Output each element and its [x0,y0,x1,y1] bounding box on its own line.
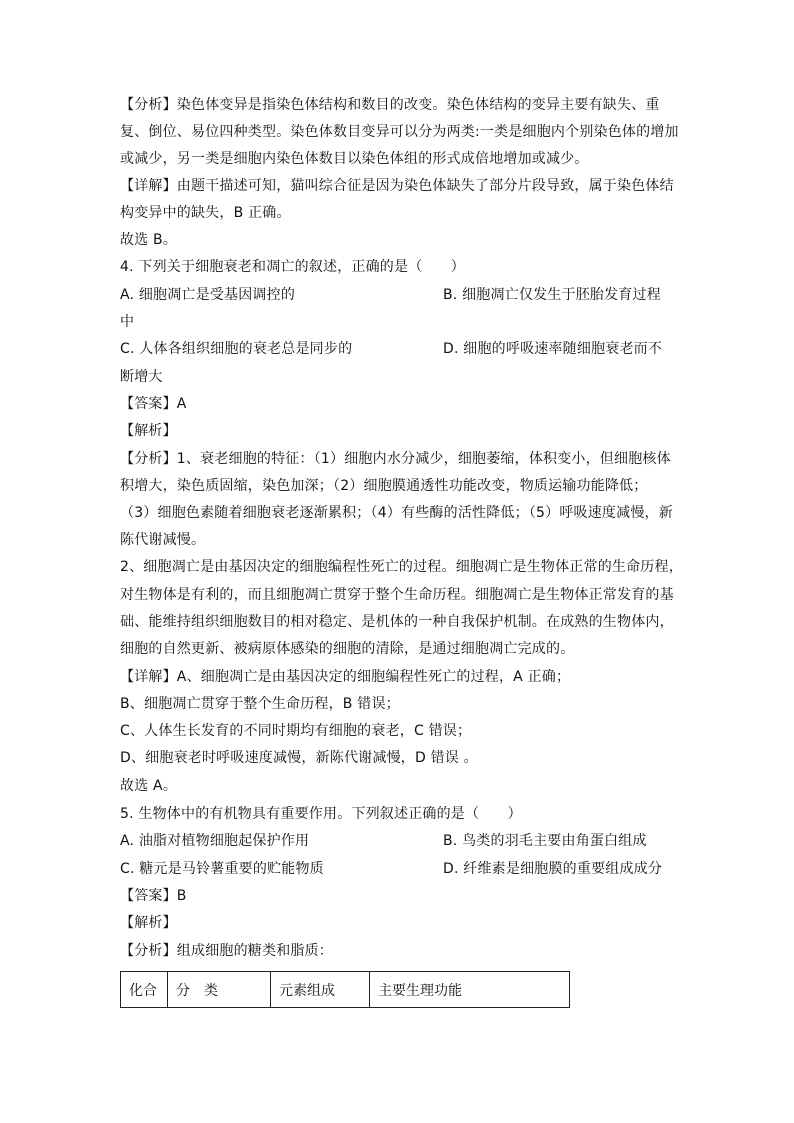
q5-explain-head: 【解析】 [120,915,177,931]
q3-conclusion: 故选 B。 [120,232,178,248]
table-header-cell: 主要生理功能 [370,972,570,1008]
q5-answer: 【答案】B [120,888,187,904]
table-header-row [121,972,570,1008]
q4-option-a: A. 细胞凋亡是受基因调控的 [120,287,296,303]
q3-detail-line-2: 构变异中的缺失，B 正确。 [120,205,291,221]
q4-analysis-line-1: 【分析】1、衰老细胞的特征：（1）细胞内水分减少，细胞萎缩，体积变小，但细胞核体 [120,451,671,467]
q3-analysis-line-3: 或减少，另一类是细胞内染色体数目以染色体组的形式成倍地增加或减少。 [120,151,589,167]
q4-answer: 【答案】A [120,396,187,412]
q3-analysis-line-2: 复、倒位、易位四种类型。染色体数目变异可以分为两类:一类是细胞内个别染色体的增加 [120,124,679,140]
q5-option-b: B. 鸟类的羽毛主要由角蛋白组成 [443,833,647,849]
q3-analysis-line-1: 【分析】染色体变异是指染色体结构和数目的改变。染色体结构的变异主要有缺失、重 [120,97,660,113]
q4-detail-line-3: C、人体生长发育的不同时期均有细胞的衰老，C 错误； [120,723,472,739]
q4-explain-head: 【解析】 [120,423,177,439]
q4-detail-line-4: D、细胞衰老时呼吸速度减慢，新陈代谢减慢，D 错误 。 [120,750,478,766]
q5-stem: 5. 生物体中的有机物具有重要作用。下列叙述正确的是（ ） [120,806,522,822]
q4-analysis-line-7: 础、能维持组织细胞数目的相对稳定、是机体的一种自我保护机制。在成熟的生物体内， [120,614,674,630]
q4-detail-line-1: 【详解】A、细胞凋亡是由基因决定的细胞编程性死亡的过程，A 正确； [120,669,571,685]
table-header-cell: 元素组成 [271,972,370,1008]
table-header-cell: 化合 [121,972,168,1008]
q5-option-a: A. 油脂对植物细胞起保护作用 [120,833,310,849]
q4-conclusion: 故选 A。 [120,778,178,794]
q4-analysis-line-3: （3）细胞色素随着细胞衰老逐渐累积；（4）有些酶的活性降低；（5）呼吸速度减慢，新 [120,505,673,521]
q4-analysis-line-2: 积增大，染色质固缩，染色加深；（2）细胞膜通透性功能改变，物质运输功能降低； [120,478,648,494]
q4-stem: 4. 下列关于细胞衰老和凋亡的叙述，正确的是（ ） [120,259,466,275]
q5-option-c: C. 糖元是马铃薯重要的贮能物质 [120,861,324,877]
q4-option-c: C. 人体各组织细胞的衰老总是同步的 [120,341,353,357]
q4-detail-line-2: B、细胞凋亡贯穿于整个生命历程，B 错误； [120,696,400,712]
q4-analysis-line-6: 对生物体是有利的，而且细胞凋亡贯穿于整个生命历程。细胞凋亡是生物体正常发育的基 [120,587,674,603]
q4-option-d-wrap: 断增大 [120,369,163,385]
carbohydrate-lipid-table [120,971,570,1008]
q5-option-d: D. 纤维素是细胞膜的重要组成成分 [443,861,663,877]
q4-analysis-line-5: 2、细胞凋亡是由基因决定的细胞编程性死亡的过程。细胞凋亡是生物体正常的生命历程， [120,559,683,575]
q4-option-b-wrap: 中 [120,314,135,330]
table-header-cell: 分 类 [168,972,271,1008]
q3-detail-line-1: 【详解】由题干描述可知，猫叫综合征是因为染色体缺失了部分片段导致，属于染色体结 [120,178,674,194]
q4-option-d: D. 细胞的呼吸速率随细胞衰老而不 [443,341,663,357]
q4-analysis-line-4: 陈代谢减慢。 [120,532,206,548]
q4-option-b: B. 细胞凋亡仅发生于胚胎发育过程 [443,287,661,303]
q5-analysis-intro: 【分析】组成细胞的糖类和脂质： [120,943,333,959]
q4-analysis-line-8: 细胞的自然更新、被病原体感染的细胞的清除，是通过细胞凋亡完成的。 [120,641,575,657]
